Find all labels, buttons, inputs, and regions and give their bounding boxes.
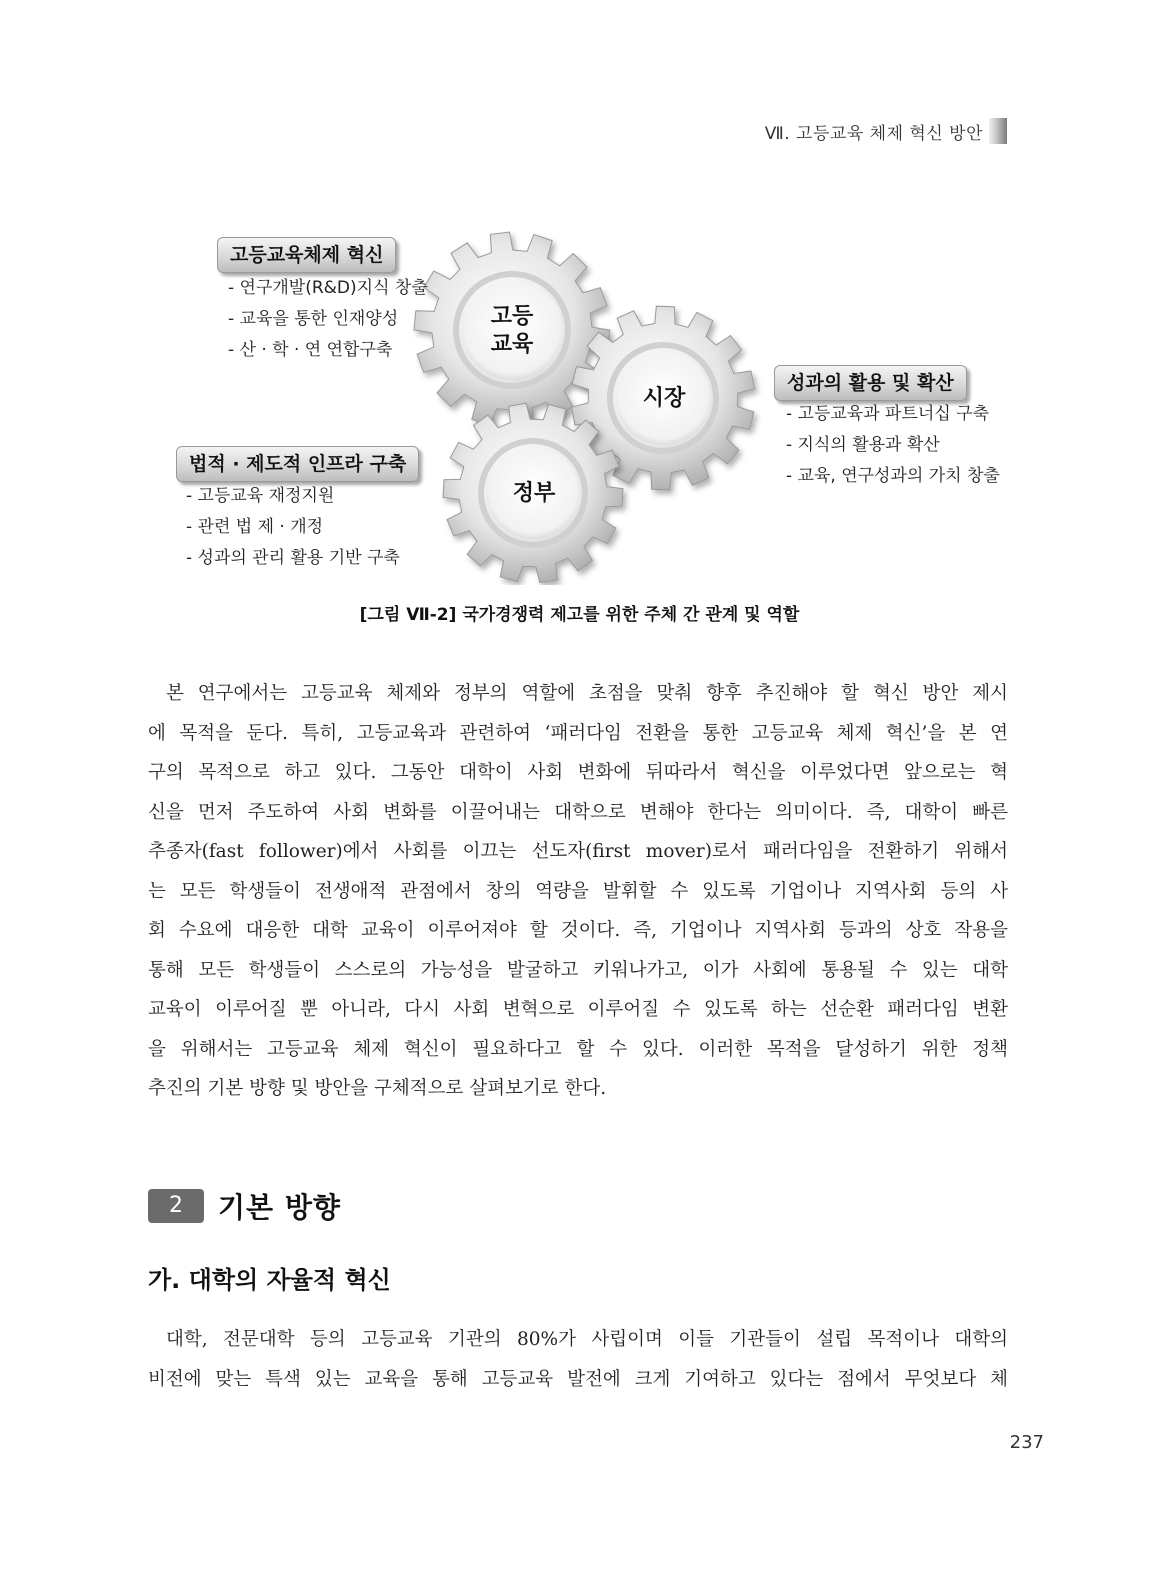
bullet-item: - 고등교육 재정지원 xyxy=(186,486,335,506)
bullet-item: - 연구개발(R&D)지식 창출 xyxy=(228,278,428,298)
bullet-item: - 고등교육과 파트너십 구축 xyxy=(786,404,989,424)
text-line: 신을 먼저 주도하여 사회 변화를 이끌어내는 대학으로 변해야 한다는 의미이다. 즉, 대학이 빠른 xyxy=(148,801,1008,823)
gear-label-line: 고등 xyxy=(490,304,534,329)
bullet-list-infra xyxy=(186,481,400,574)
text-line: 대학, 전문대학 등의 고등교육 기관의 80%가 사립이며 이들 기관들이 설립 목적이나 대학의 xyxy=(166,1329,1008,1350)
gear-label-market: 시장 xyxy=(642,386,686,411)
bullet-item: - 지식의 활용과 확산 xyxy=(786,435,940,455)
bullet-list-outcome xyxy=(786,399,1000,492)
text-line: 비전에 맞는 특색 있는 교육을 통해 고등교육 발전에 크게 기여하고 있다는 점에서 무엇보다 체 xyxy=(148,1368,1008,1390)
paragraph-1 xyxy=(148,674,1008,1109)
bullet-item: - 산 · 학 · 연 연합구축 xyxy=(228,340,393,360)
text-line: 추종자(fast follower)에서 사회를 이끄는 선도자(first mover)로서 패러다임을 전환하기 위해서 xyxy=(148,841,1008,862)
bullet-list-innovation xyxy=(228,273,428,366)
text-line: 본 연구에서는 고등교육 체제와 정부의 역할에 초점을 맞춰 향후 추진해야 할 혁신 방안 제시 xyxy=(166,683,1008,704)
subsection-title: 가. 대학의 자율적 혁신 xyxy=(148,1266,391,1294)
bullet-item: - 관련 법 제 · 개정 xyxy=(186,517,324,537)
section-number-badge: 2 xyxy=(148,1189,204,1223)
text-line: 에 목적을 둔다. 특히, 고등교육과 관련하여 ‘패러다임 전환을 통한 고등교육 체제 혁신’을 본 연 xyxy=(148,722,1008,744)
text-line: 는 모든 학생들이 전생애적 관점에서 창의 역량을 발휘할 수 있도록 기업이나 지역사회 등의 사 xyxy=(148,880,1008,902)
label-box-outcome: 성과의 활용 및 확산 xyxy=(774,365,967,401)
text-line: 을 위해서는 고등교육 체제 혁신이 필요하다고 할 수 있다. 이러한 목적을 달성하기 위한 정책 xyxy=(148,1038,1008,1060)
figure-caption: [그림 Ⅶ-2] 국가경쟁력 제고를 위한 주체 간 관계 및 역할 xyxy=(359,605,800,625)
figure-gears-diagram xyxy=(160,225,1000,585)
label-box-innovation: 고등교육체제 혁신 xyxy=(217,237,396,273)
running-header xyxy=(765,118,1007,144)
text-line: 회 수요에 대응한 대학 교육이 이루어져야 할 것이다. 즉, 기업이나 지역사회 등과의 상호 작용을 xyxy=(148,920,1008,941)
text-line: 통해 모든 학생들이 스스로의 가능성을 발굴하고 키워나가고, 이가 사회에 통용될 수 있는 대학 xyxy=(148,959,1008,981)
gear-label-line: 교육 xyxy=(490,332,534,357)
bullet-item: - 교육을 통한 인재양성 xyxy=(228,309,399,329)
page-number: 237 xyxy=(1009,1432,1044,1453)
running-header-title: Ⅶ. 고등교육 체제 혁신 방안 xyxy=(764,123,983,144)
section-title: 기본 방향 xyxy=(218,1191,341,1224)
bullet-item: - 교육, 연구성과의 가치 창출 xyxy=(786,466,1000,486)
paragraph-2 xyxy=(148,1320,1008,1399)
section-heading xyxy=(148,1186,341,1226)
text-line: 추진의 기본 방향 및 방안을 구체적으로 살펴보기로 한다. xyxy=(148,1078,607,1099)
gear-label-higher-education xyxy=(482,303,542,359)
text-line: 교육이 이루어질 뿐 아니라, 다시 사회 변혁으로 이루어질 수 있도록 하는 선순환 패러다임 변환 xyxy=(148,999,1008,1020)
bullet-item: - 성과의 관리 활용 기반 구축 xyxy=(186,548,400,568)
label-box-infra: 법적 · 제도적 인프라 구축 xyxy=(176,446,419,482)
text-line: 구의 목적으로 하고 있다. 그동안 대학이 사회 변화에 뒤따라서 혁신을 이루었다면 앞으로는 혁 xyxy=(148,762,1008,783)
header-gradient-bar xyxy=(989,118,1007,144)
gear-label-government: 정부 xyxy=(512,481,556,506)
